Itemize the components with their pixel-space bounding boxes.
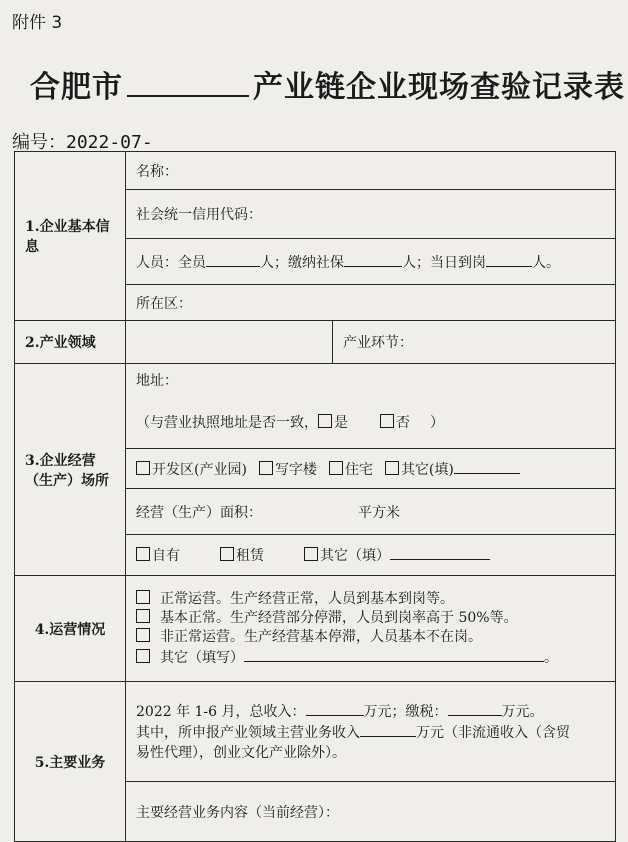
op-other-blank[interactable]: [244, 647, 544, 662]
s1-label: 1.企业基本信息: [15, 152, 126, 321]
operation-status-options: 正常运营。生产经营正常，人员到基本到岗等。 基本正常。生产经营部分停滞，人员到岗率高于 50%等。 非正常运营。生产经营基本停滞，人员基本不在岗。 其它（填写） 。: [126, 576, 616, 682]
inspection-form-table: [14, 151, 616, 842]
s2-label: 2.产业领域: [15, 321, 126, 364]
op-other-checkbox[interactable]: [136, 649, 150, 663]
tax-paid-blank[interactable]: [448, 701, 502, 716]
s3-label: 3.企业经营 （生产）场所: [15, 364, 126, 576]
area-field[interactable]: 经营（生产）面积： 平方米: [126, 489, 616, 535]
onsite-staff-blank[interactable]: [486, 252, 532, 267]
industry-field-input[interactable]: [126, 321, 333, 364]
staff-field[interactable]: 人员：全员 人；缴纳社保 人；当日到岗 人。: [126, 239, 616, 285]
serial-number: 编号：2022-07-: [12, 132, 153, 153]
main-business-content-field[interactable]: 主要经营业务内容（当前经营）：: [126, 782, 616, 842]
op-basic-checkbox[interactable]: [136, 609, 150, 623]
s5-label: 5.主要业务: [15, 682, 126, 842]
chain-link-field[interactable]: 产业环节：: [333, 321, 616, 364]
main-business-revenue-blank[interactable]: [360, 722, 416, 737]
s4-label: 4.运营情况: [15, 576, 126, 682]
ownership-options: 自有 租赁 其它（填）: [126, 535, 616, 576]
ownership-own-checkbox[interactable]: [136, 547, 150, 561]
place-residence-checkbox[interactable]: [329, 461, 343, 475]
page-title: [30, 62, 625, 106]
place-devzone-checkbox[interactable]: [136, 461, 150, 475]
address-field[interactable]: 地址： （与营业执照地址是否一致， 是 否 ）: [126, 364, 616, 449]
title-suffix: 产业链企业现场查验记录表: [253, 70, 625, 105]
annex-label: 附件 3: [12, 13, 63, 33]
ownership-other-checkbox[interactable]: [304, 547, 318, 561]
place-office-checkbox[interactable]: [259, 461, 273, 475]
place-other-checkbox[interactable]: [385, 461, 399, 475]
title-prefix: 合肥市: [30, 70, 123, 105]
op-abnormal-checkbox[interactable]: [136, 628, 150, 642]
address-match-no-checkbox[interactable]: [380, 414, 394, 428]
ownership-lease-checkbox[interactable]: [220, 547, 234, 561]
revenue-field: 2022 年 1-6 月，总收入： 万元；缴税： 万元。 其中，所申报产业领域主营业务收入 万元（非流通收入（含贸 易性代理），创业文化产业除外）。: [126, 682, 616, 782]
company-name-field[interactable]: 名称：: [126, 152, 616, 190]
total-staff-blank[interactable]: [206, 252, 260, 267]
ownership-other-blank[interactable]: [390, 545, 490, 560]
place-other-blank[interactable]: [454, 459, 520, 474]
op-normal-checkbox[interactable]: [136, 590, 150, 604]
district-field[interactable]: 所在区：: [126, 285, 616, 321]
address-match-yes-checkbox[interactable]: [318, 414, 332, 428]
city-blank-field[interactable]: [127, 69, 249, 97]
place-type-options: 开发区(产业园) 写字楼 住宅 其它(填): [126, 449, 616, 489]
insured-staff-blank[interactable]: [344, 252, 402, 267]
credit-code-field[interactable]: 社会统一信用代码：: [126, 190, 616, 239]
total-revenue-blank[interactable]: [306, 701, 364, 716]
